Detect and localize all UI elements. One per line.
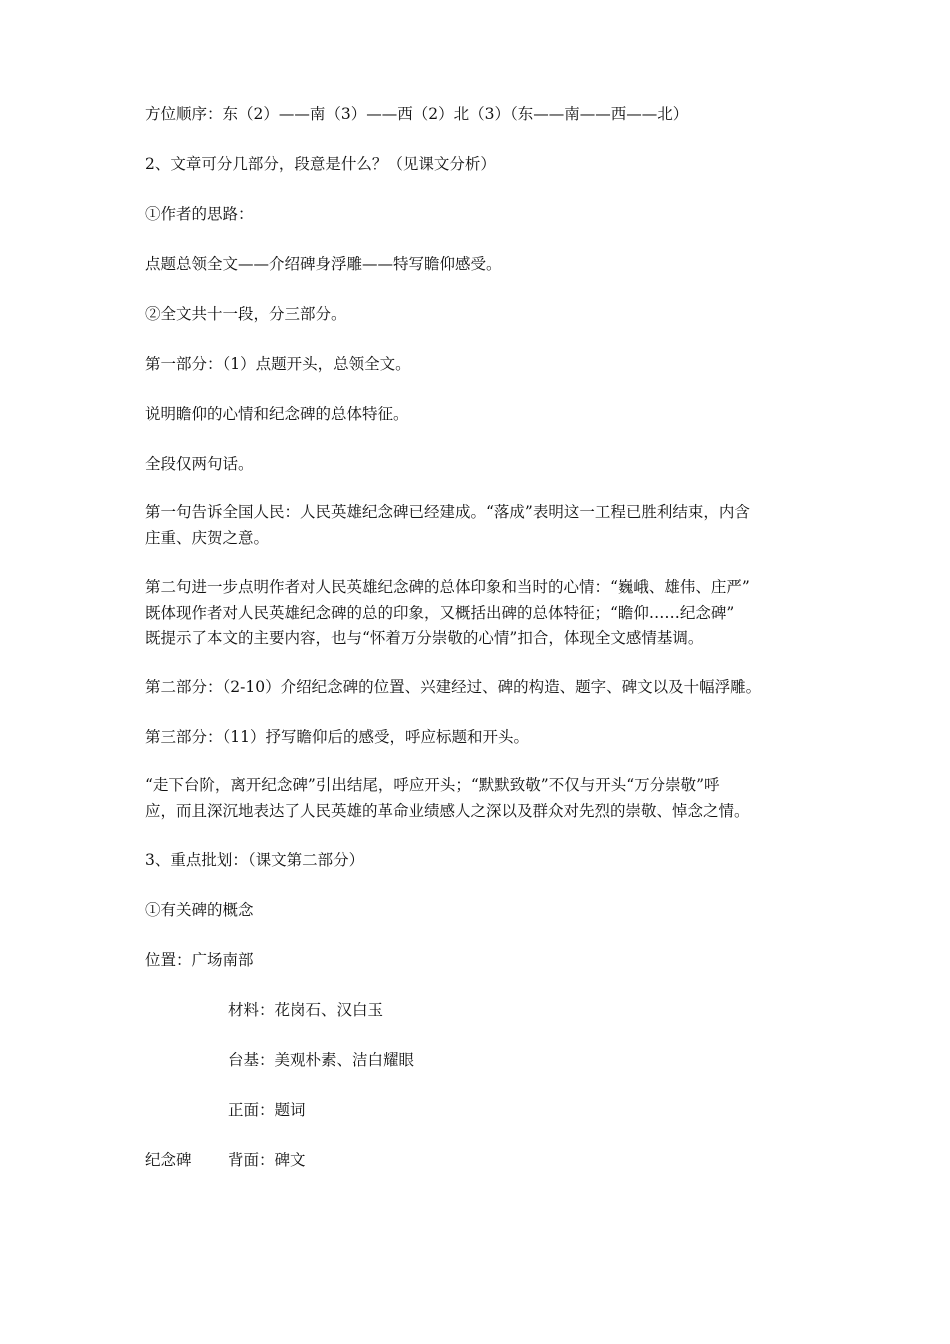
paragraph-line: 第一句告诉全国人民：人民英雄纪念碑已经建成。“落成”表明这一工程已胜利结束，内含 (145, 503, 750, 521)
paragraph-line: 应，而且深沉地表达了人民英雄的革命业绩感人之深以及群众对先烈的崇敬、悼念之情。 (145, 801, 750, 820)
monument-label: 纪念碑 (145, 1151, 192, 1169)
question-3-heading: 3、重点批划：（课文第二部分） (145, 851, 365, 869)
two-sentences-line: 全段仅两句话。 (145, 455, 254, 473)
first-sentence-paragraph (145, 500, 815, 551)
material-line: 材料：花岗石、汉白玉 (228, 1001, 384, 1019)
ending-paragraph (145, 773, 815, 824)
base-line: 台基：美观朴素、洁白耀眼 (228, 1051, 415, 1069)
paragraph-line: 第二句进一步点明作者对人民英雄纪念碑的总体印象和当时的心情：“巍峨、雄伟、庄严” (145, 578, 750, 596)
question-2-heading: 2、文章可分几部分，段意是什么？（见课文分析） (145, 155, 496, 173)
part-1-heading: 第一部分：（1）点题开头，总领全文。 (145, 355, 411, 373)
paragraph-line: 既体现作者对人民英雄纪念碑的总的印象，又概括出碑的总体特征；“瞻仰……纪念碑” (145, 603, 735, 622)
position-line: 位置：广场南部 (145, 951, 254, 969)
monument-concept-label: ①有关碑的概念 (145, 901, 254, 919)
paragraph-line: 既提示了本文的主要内容，也与“怀着万分崇敬的心情”扣合，体现全文感情基调。 (145, 629, 704, 647)
part-2-heading: 第二部分：（2-10）介绍纪念碑的位置、兴建经过、碑的构造、题字、碑文以及十幅浮雕。 (145, 678, 762, 696)
paragraph-line: 庄重、庆贺之意。 (145, 528, 270, 547)
thought-outline-line: 点题总领全文——介绍碑身浮雕——特写瞻仰感受。 (145, 255, 502, 273)
total-paragraphs-line: ②全文共十一段，分三部分。 (145, 305, 347, 323)
author-thought-label: ①作者的思路： (145, 205, 254, 223)
second-sentence-paragraph (145, 575, 815, 652)
part-3-heading: 第三部分：（11）抒写瞻仰后的感受，呼应标题和开头。 (145, 728, 529, 746)
part-1-description: 说明瞻仰的心情和纪念碑的总体特征。 (145, 405, 409, 423)
paragraph-line: “走下台阶，离开纪念碑”引出结尾，呼应开头；“默默致敬”不仅与开头“万分崇敬”呼 (145, 776, 720, 794)
back-line: 背面：碑文 (228, 1151, 306, 1169)
front-line: 正面：题词 (228, 1101, 306, 1119)
orientation-order-line: 方位顺序：东（2）——南（3）——西（2）北（3）（东——南——西——北） (145, 105, 689, 123)
